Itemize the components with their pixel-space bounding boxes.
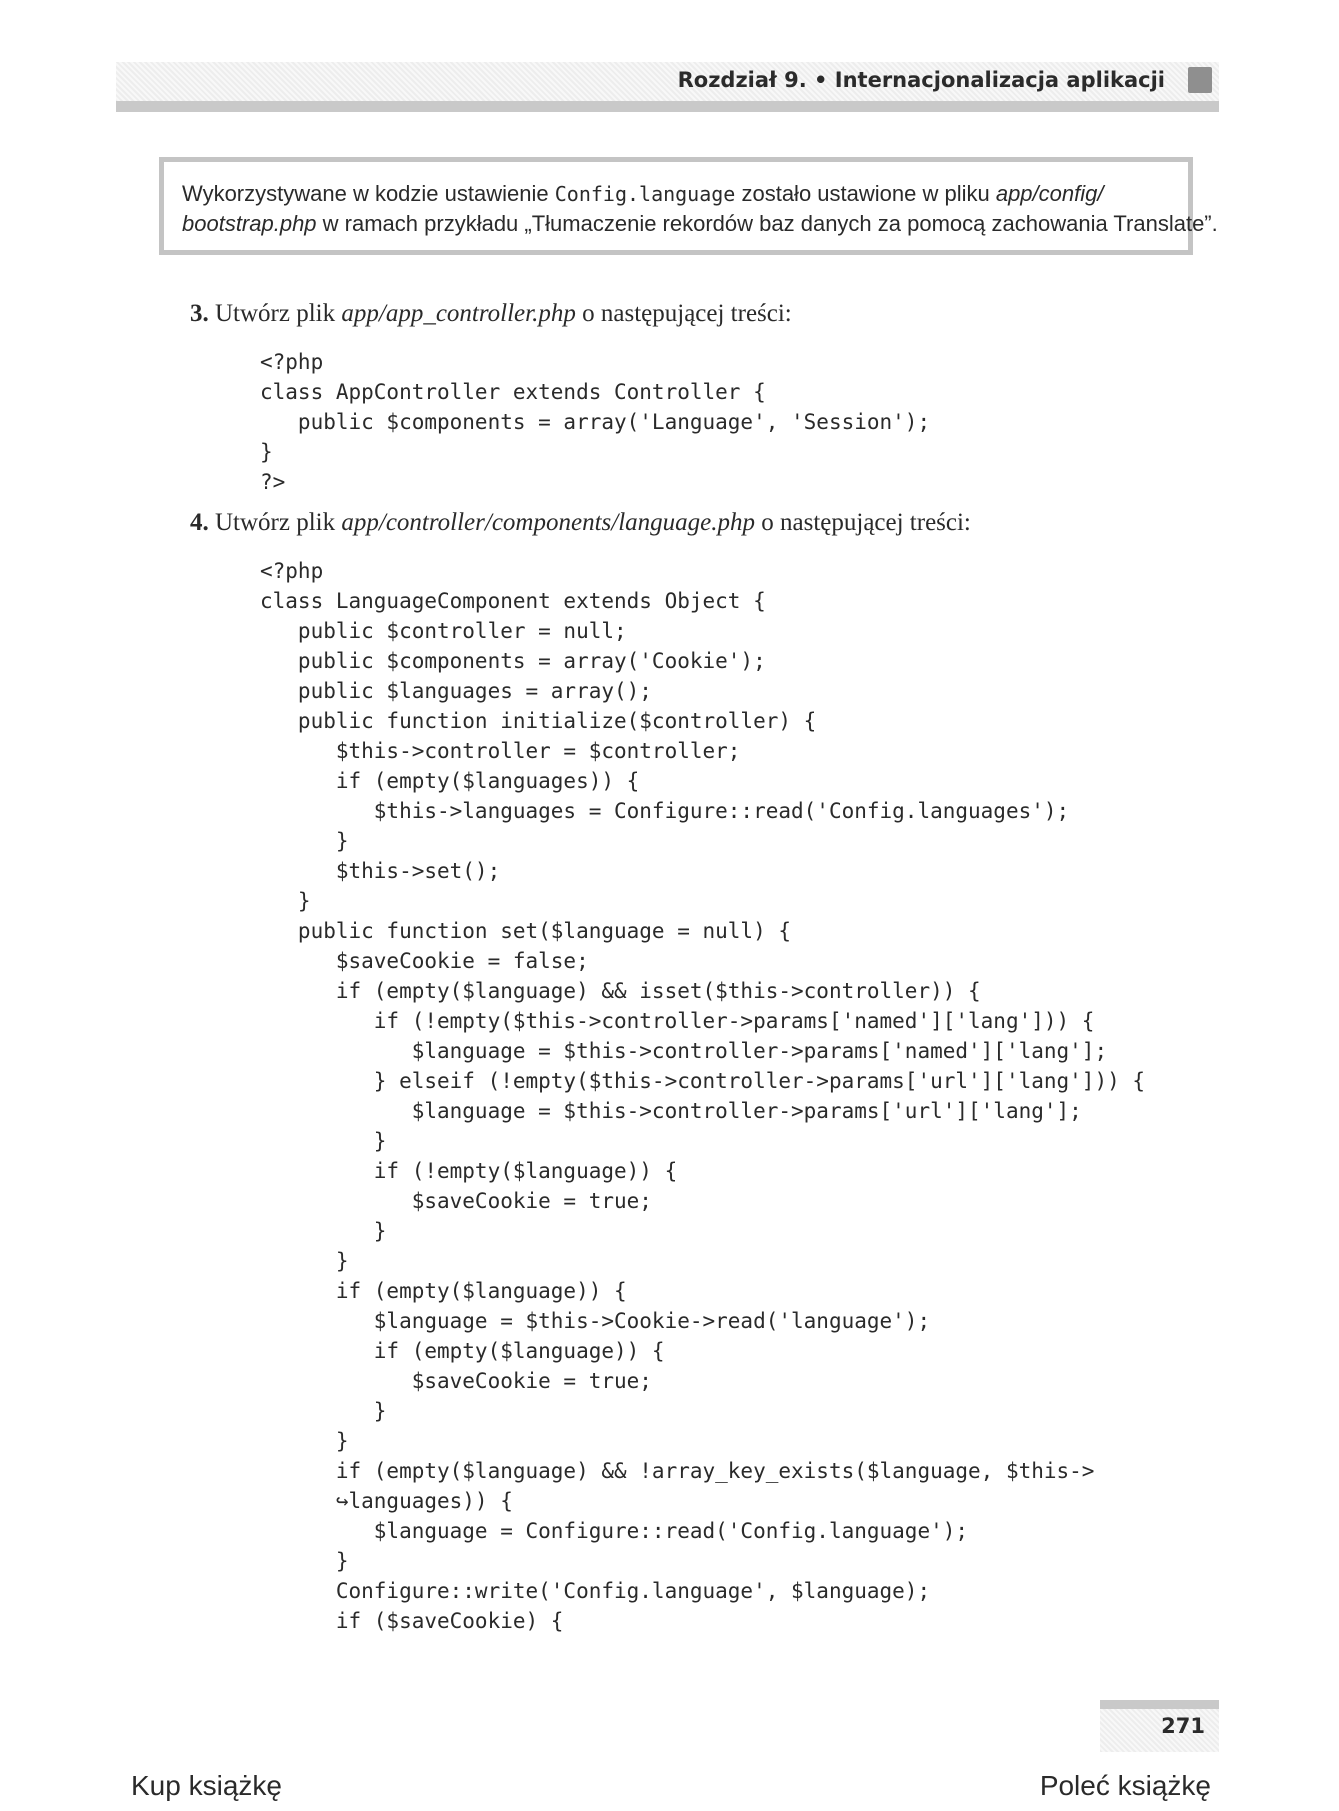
code-line: $this->controller = $controller; — [260, 739, 741, 763]
code-line: $saveCookie = false; — [260, 949, 589, 973]
code-line: public $components = array('Cookie'); — [260, 649, 766, 673]
code-line: Configure::write('Config.language', $language); — [260, 1579, 931, 1603]
code-line: ↪languages)) { — [260, 1489, 513, 1513]
header-rule — [116, 101, 1219, 112]
code-line: } — [260, 1429, 349, 1453]
note-text: zostało ustawione w pliku — [735, 181, 996, 206]
code-line: $saveCookie = true; — [260, 1189, 652, 1213]
code-line: ?> — [260, 470, 286, 494]
note-path: app/config/ — [995, 181, 1104, 206]
code-line: } elseif (!empty($this->controller->params['url']['lang'])) { — [260, 1069, 1146, 1093]
step-text: Utwórz plik — [208, 509, 342, 536]
code-line: } — [260, 1399, 387, 1423]
code-line: public $components = array('Language', 'Session'); — [260, 410, 931, 434]
code-listing-step-4 — [260, 556, 1145, 1636]
code-line: } — [260, 889, 311, 913]
step-path: app/app_controller.php — [341, 300, 576, 327]
note-text: w ramach przykładu „Tłumaczenie rekordów baz danych za pomocą zachowania Translate”. — [316, 211, 1218, 236]
code-line: public $languages = array(); — [260, 679, 652, 703]
code-line: if (!empty($language)) { — [260, 1159, 678, 1183]
code-line: public $controller = null; — [260, 619, 627, 643]
code-line: if ($saveCookie) { — [260, 1609, 564, 1633]
code-line: $language = Configure::read('Config.language'); — [260, 1519, 969, 1543]
step-number: 4. — [190, 509, 209, 536]
note-path: bootstrap.php — [182, 211, 317, 236]
code-line: if (empty($language) && isset($this->controller)) { — [260, 979, 981, 1003]
code-line: class AppController extends Controller { — [260, 380, 766, 404]
note-line-2 — [182, 209, 1218, 239]
code-line: } — [260, 1549, 349, 1573]
step-4 — [190, 509, 971, 537]
step-number: 3. — [190, 300, 209, 327]
code-line: $this->languages = Configure::read('Config.languages'); — [260, 799, 1070, 823]
chapter-title: Rozdział 9. • Internacjonalizacja aplikacji — [677, 68, 1165, 92]
code-line: if (empty($languages)) { — [260, 769, 640, 793]
note-line-1 — [182, 179, 1170, 209]
code-line: <?php — [260, 559, 324, 583]
code-line: if (empty($language)) { — [260, 1339, 665, 1363]
step-text: Utwórz plik — [208, 300, 342, 327]
code-line: public function initialize($controller) { — [260, 709, 817, 733]
step-path: app/controller/components/language.php — [341, 509, 755, 536]
note-code: Config.language — [554, 182, 736, 206]
code-line: $saveCookie = true; — [260, 1369, 652, 1393]
note-box — [159, 157, 1218, 255]
code-line: $this->set(); — [260, 859, 501, 883]
note-text: Wykorzystywane w kodzie ustawienie — [182, 181, 555, 206]
code-line: } — [260, 1219, 387, 1243]
step-text: o następującej treści: — [755, 509, 971, 536]
code-line: $language = $this->controller->params['url']['lang']; — [260, 1099, 1082, 1123]
page-number-bar — [1100, 1700, 1219, 1709]
code-line: class LanguageComponent extends Object { — [260, 589, 766, 613]
page-number: 271 — [1161, 1714, 1205, 1738]
code-line: $language = $this->Cookie->read('language'); — [260, 1309, 931, 1333]
code-line: } — [260, 1249, 349, 1273]
code-line: <?php — [260, 350, 324, 374]
code-line: } — [260, 440, 273, 464]
code-line: if (empty($language) && !array_key_exists($language, $this-> — [260, 1459, 1095, 1483]
code-line: if (!empty($this->controller->params['named']['lang'])) { — [260, 1009, 1095, 1033]
code-line: public function set($language = null) { — [260, 919, 792, 943]
buy-book-link[interactable]: Kup książkę — [131, 1770, 282, 1801]
code-line: if (empty($language)) { — [260, 1279, 627, 1303]
code-listing-step-3 — [260, 347, 930, 497]
step-3 — [190, 300, 792, 328]
code-line: } — [260, 1129, 387, 1153]
code-line: $language = $this->controller->params['named']['lang']; — [260, 1039, 1108, 1063]
chapter-marker — [1188, 67, 1212, 93]
code-line: } — [260, 829, 349, 853]
step-text: o następującej treści: — [575, 300, 792, 327]
recommend-book-link[interactable]: Poleć książkę — [1039, 1770, 1211, 1801]
